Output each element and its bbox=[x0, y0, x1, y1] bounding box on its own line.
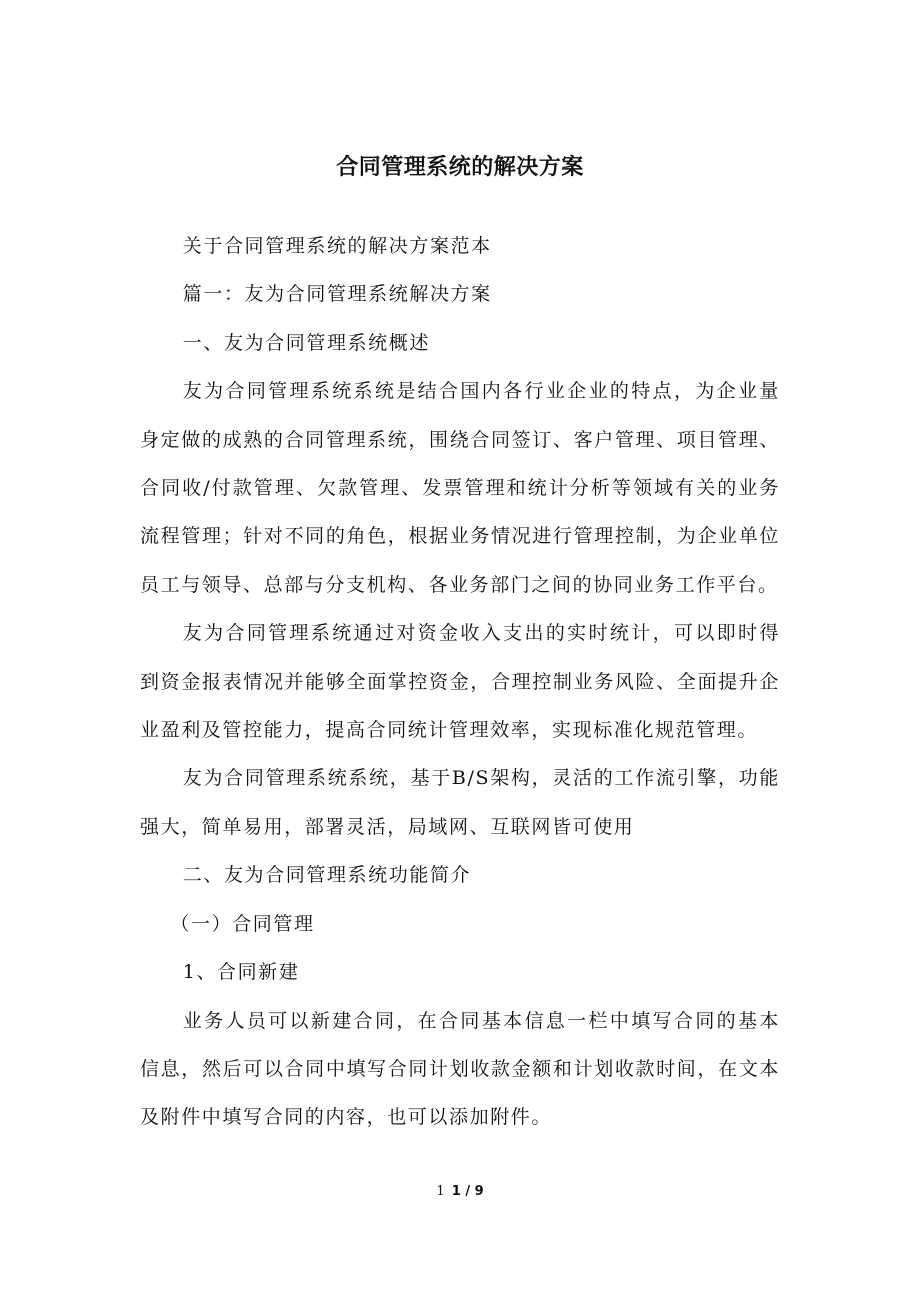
section-heading-features: 二、友为合同管理系统功能简介 bbox=[182, 864, 472, 887]
footer-line-number: 1 bbox=[436, 1184, 445, 1199]
document-body bbox=[140, 222, 780, 1142]
paragraph-overview-3: 友为合同管理系统系统，基于B/S架构，灵活的工作流引擎，功能强大，简单易用，部署灵活，局域网、互联网皆可使用 bbox=[140, 767, 780, 838]
paragraph-overview-2: 友为合同管理系统通过对资金收入支出的实时统计，可以即时得到资金报表情况并能够全面掌控资金，合理控制业务风险、全面提升企业盈利及管控能力，提高合同统计管理效率，实现标准化规范管理。 bbox=[140, 622, 780, 742]
page-number: 1 / 9 bbox=[451, 1184, 484, 1199]
paragraph-subtitle: 关于合同管理系统的解决方案范本 bbox=[182, 235, 492, 257]
paragraph-overview-1: 友为合同管理系统系统是结合国内各行业企业的特点，为企业量身定做的成熟的合同管理系统，围绕合同签订、客户管理、项目管理、合同收/付款管理、欠款管理、发票管理和统计分析等领域有关的业务流程管理；针对不同的角色，根据业务情况进行管理控制，为企业单位员工与领导、总部与分支机构、各业务部门之间的协同业务工作平台。 bbox=[140, 380, 780, 596]
paragraph-part-heading: 篇一：友为合同管理系统解决方案 bbox=[182, 283, 492, 306]
subsection-heading-contract-management: （一）合同管理 bbox=[170, 912, 315, 935]
paragraph-new-contract: 业务人员可以新建合同，在合同基本信息一栏中填写合同的基本信息，然后可以合同中填写合同计划收款金额和计划收款时间，在文本及附件中填写合同的内容，也可以添加附件。 bbox=[140, 1009, 780, 1129]
document-title: 合同管理系统的解决方案 bbox=[336, 155, 584, 180]
item-heading-new-contract: 1、合同新建 bbox=[182, 961, 300, 984]
page-footer bbox=[0, 1182, 920, 1202]
section-heading-overview: 一、友为合同管理系统概述 bbox=[182, 331, 430, 354]
